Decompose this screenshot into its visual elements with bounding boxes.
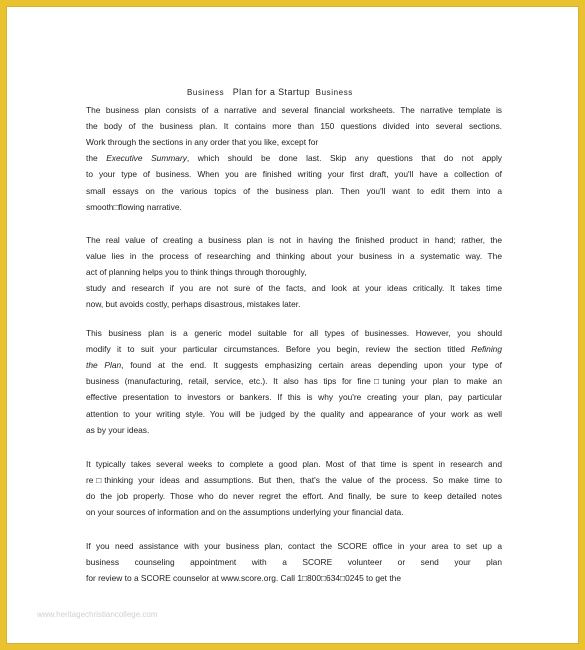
text-segment: , which should be done last. Skip any questions that do not apply: [186, 153, 502, 164]
italic-text: the Plan: [86, 360, 122, 371]
text-segment: , found at the end. It suggests emphasizing certain areas depending upon your type of: [121, 360, 502, 371]
text-segment: now, but avoids costly, perhaps disastrous, mistakes later.: [86, 299, 301, 310]
text-line: [86, 104, 502, 116]
text-line: [86, 375, 502, 387]
text-line: [86, 556, 502, 568]
document-page: [6, 6, 579, 644]
text-line: [86, 152, 502, 164]
watermark-text: www.heritagechristiancollege.com: [37, 610, 158, 619]
text-line: [86, 201, 502, 213]
text-line: [86, 120, 502, 132]
text-segment: attention to your writing style. You will be judged by the quality and appearance of your work as well: [86, 408, 502, 419]
text-segment: to your type of business. When you are finished writing your first draft, you'll have a collection of: [86, 169, 502, 180]
text-segment: re□thinking your ideas and assumptions. But then, that's the value of the process. So make time to: [86, 475, 502, 486]
text-line: [86, 359, 502, 371]
text-segment: It typically takes several weeks to complete a good plan. Most of that time is spent in research and: [86, 459, 502, 469]
text-segment: for review to a SCORE counselor at www.score.org. Call 1□800□634□0245 to get the: [86, 573, 401, 584]
text-line: [86, 391, 502, 403]
text-line: [86, 298, 502, 310]
text-segment: Work through the sections in any order that you like, except for: [86, 137, 319, 148]
text-segment: as by your ideas.: [86, 424, 150, 435]
text-segment: act of planning helps you to think things through thoroughly,: [86, 267, 307, 278]
italic-text: Refining: [471, 344, 502, 355]
text-segment: the body of the business plan. It contains more than 150 questions divided into several sections.: [86, 121, 502, 132]
text-line: [86, 185, 502, 197]
text-segment: small essays on the various topics of the business plan. Then you'll want to edit them into a: [86, 185, 502, 196]
text-segment: modify it to suit your particular circumstances. Before you begin, review the section titled: [86, 344, 472, 355]
text-segment: If you need assistance with your business plan, contact the SCORE office in your area to set up a: [86, 541, 502, 551]
text-line: [86, 168, 502, 180]
text-segment: do the job properly. Those who do never regret the effort. And finally, be sure to keep detailed notes: [86, 491, 502, 502]
text-line: [86, 506, 502, 518]
text-line: [86, 343, 502, 355]
title-main: Plan for a Startup: [232, 87, 310, 97]
text-line: [86, 572, 502, 584]
text-line: [86, 458, 502, 470]
text-segment: value lies in the process of researching and thinking about your business in a systematic way. The: [86, 251, 502, 262]
text-segment: effective presentation to investors or bankers. If this is why you're creating your plan, pay particular: [86, 392, 502, 403]
text-line: [86, 136, 502, 148]
text-line: [86, 540, 502, 552]
title-word-1: Business: [187, 88, 225, 97]
text-segment: on your sources of information and on the assumptions underlying your financial data.: [86, 507, 404, 518]
title-word-2: Business: [315, 88, 353, 97]
text-segment: the: [86, 153, 107, 164]
text-line: [86, 234, 502, 246]
text-line: [86, 282, 502, 294]
text-segment: business counseling appointment with a SCORE volunteer or send your plan: [86, 557, 502, 568]
text-line: [86, 474, 502, 486]
text-segment: The business plan consists of a narrative and several financial worksheets. The narrative template is: [86, 105, 502, 115]
text-line: [86, 327, 502, 339]
text-segment: study and research if you are not sure of the facts, and look at your ideas critically. It takes time: [86, 283, 502, 294]
italic-text: Executive Summary: [106, 153, 187, 164]
text-line: [86, 424, 502, 436]
text-segment: smooth□flowing narrative.: [86, 201, 182, 212]
text-line: [86, 266, 502, 278]
text-segment: The real value of creating a business plan is not in having the finished product in hand; rather, the: [86, 235, 502, 245]
text-segment: business (manufacturing, retail, service, etc.). It also has tips for fine□tuning your plan to make an: [86, 376, 502, 387]
text-segment: This business plan is a generic model suitable for all types of businesses. However, you should: [86, 328, 502, 338]
text-line: [86, 250, 502, 262]
text-line: [86, 408, 502, 420]
document-title: [187, 87, 353, 97]
text-line: [86, 490, 502, 502]
